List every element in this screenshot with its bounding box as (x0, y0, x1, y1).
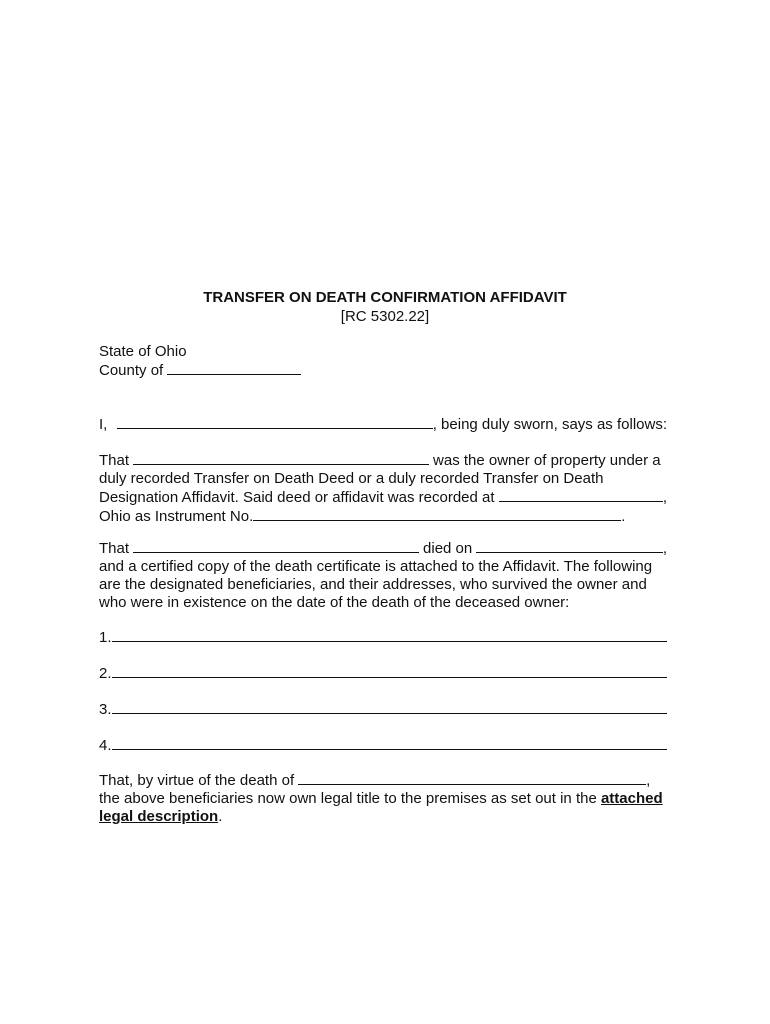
recorded-at-text: Designation Affidavit. Said deed or affidavit was recorded at (99, 489, 495, 506)
beneficiary-number: 4. (99, 737, 112, 754)
instrument-text: Ohio as Instrument No. (99, 508, 254, 525)
instrument-period: . (621, 508, 626, 525)
statute-reference: [RC 5302.22] (340, 308, 430, 325)
final-period: . (218, 808, 223, 825)
owner-line-2: duly recorded Transfer on Death Deed or a duly recorded Transfer on Death (99, 470, 604, 487)
beneficiary-4 (99, 736, 667, 755)
death-line-2: and a certified copy of the death certificate is attached to the Affidavit. The following (99, 558, 653, 575)
beneficiary-2-blank[interactable] (112, 664, 667, 678)
owner-line-1 (99, 451, 667, 470)
beneficiary-number: 1. (99, 629, 112, 646)
death-lead: That (99, 540, 130, 557)
death-paragraph (99, 539, 667, 612)
affiant-line (99, 415, 667, 434)
county-label: County of (99, 362, 164, 379)
title-line-1 (99, 771, 667, 790)
beneficiary-1-blank[interactable] (112, 628, 667, 642)
affiant-lead: I, (99, 416, 108, 433)
instrument-no-blank[interactable] (253, 507, 621, 521)
title-line-2-text: the above beneficiaries now own legal title to the premises as set out in the (99, 790, 597, 807)
owner-line-3 (99, 488, 667, 507)
state-line: State of Ohio (99, 343, 187, 360)
affiant-paragraph (99, 415, 667, 434)
beneficiary-1 (99, 628, 667, 647)
venue-block (99, 343, 667, 380)
attached-text: attached (600, 790, 663, 807)
deceased-name-blank[interactable] (133, 539, 419, 553)
affiant-tail: , being duly sworn, says as follows: (432, 416, 667, 433)
title-line-3 (99, 808, 667, 826)
death-line-3: are the designated beneficiaries, and their addresses, who survived the owner and (99, 576, 647, 593)
death-line-1 (99, 539, 667, 558)
title-paragraph (99, 771, 667, 826)
death-date-blank[interactable] (476, 539, 663, 553)
death-line-4: who were in existence on the date of the death of the deceased owner: (99, 594, 570, 611)
document-title: TRANSFER ON DEATH CONFIRMATION AFFIDAVIT (203, 289, 567, 306)
owner-lead: That (99, 452, 130, 469)
affiant-name-blank[interactable] (117, 415, 433, 429)
died-on-text: died on (423, 540, 473, 557)
title-lead: That, by virtue of the death of (99, 772, 295, 789)
owner-line-4 (99, 507, 667, 526)
legal-description-text: legal description (99, 808, 219, 825)
owner-name-blank[interactable] (133, 451, 429, 465)
beneficiary-3 (99, 700, 667, 719)
title-line-2 (99, 790, 667, 808)
beneficiary-number: 2. (99, 665, 112, 682)
beneficiary-2 (99, 664, 667, 683)
decedent-comma: , (646, 772, 651, 789)
owner-paragraph (99, 451, 667, 526)
beneficiary-3-blank[interactable] (112, 700, 667, 714)
recorded-at-blank[interactable] (499, 488, 663, 502)
county-line (99, 361, 667, 380)
beneficiary-4-blank[interactable] (112, 736, 667, 750)
county-blank[interactable] (167, 361, 301, 375)
owner-tail: was the owner of property under a (433, 452, 661, 469)
recorded-at-comma: , (662, 489, 667, 506)
death-date-comma: , (662, 540, 667, 557)
beneficiary-number: 3. (99, 701, 112, 718)
decedent-blank[interactable] (298, 771, 646, 785)
